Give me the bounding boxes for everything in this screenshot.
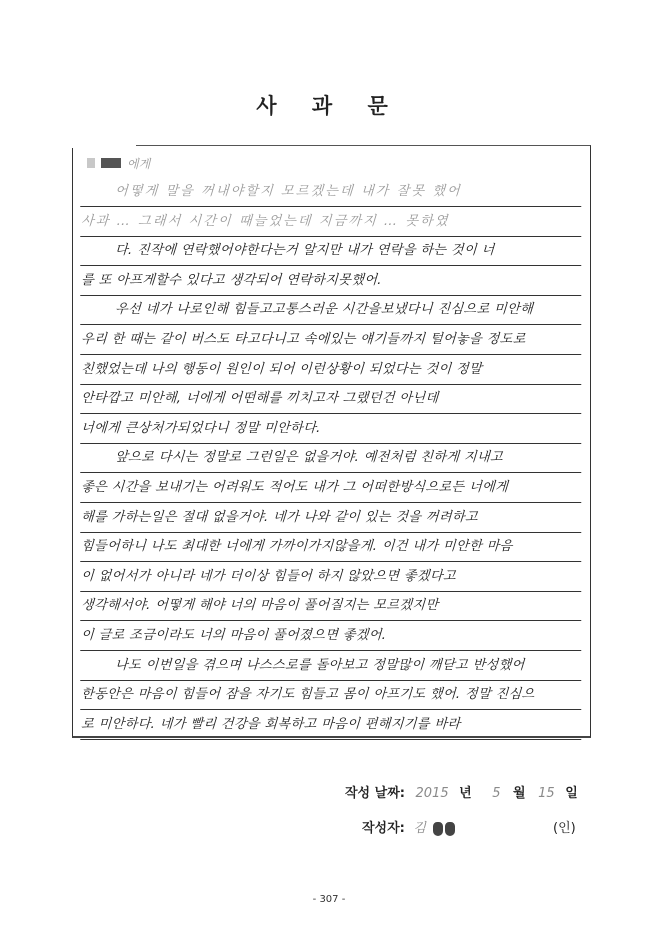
letter-line: 너에게 큰상처가되었다니 정말 미안하다.	[80, 414, 583, 444]
letter-line: 앞으로 다시는 정말로 그런일은 없을거야. 예전처럼 친하게 지내고	[80, 443, 583, 473]
date-day: 15	[538, 786, 555, 801]
letter-line: 안타깝고 미안해, 너에게 어떤해를 끼치고자 그랬던건 아닌데	[80, 384, 583, 414]
redacted-name	[101, 158, 121, 168]
letter-line: 좋은 시간을 보내기는 어려워도 적어도 내가 그 어떠한방식으로든 너에게	[80, 473, 583, 503]
page-number: - 307 -	[312, 894, 346, 905]
day-unit: 일	[565, 786, 578, 801]
month-unit: 월	[513, 786, 526, 801]
author-label: 작성자:	[362, 821, 405, 836]
letter-line: 다. 진작에 연락했어야한다는거 알지만 내가 연락을 하는 것이 너	[80, 236, 583, 266]
handwritten-letter-box	[72, 145, 591, 738]
letter-line: 우리 한 때는 같이 버스도 타고다니고 속에있는 얘기들까지 털어놓을 정도로	[80, 325, 583, 355]
date-row	[345, 782, 578, 801]
author-row	[362, 817, 455, 836]
letter-line: 를 또 아프게할수 있다고 생각되어 연락하지못했어.	[80, 266, 583, 296]
letter-line: 힘들어하니 나도 최대한 너에게 가까이가지않을게. 이건 내가 미안한 마음	[80, 532, 583, 562]
author-partial: 김	[413, 821, 426, 836]
date-year: 2015	[415, 786, 449, 801]
letter-line: 어떻게 말을 꺼내야할지 모르겠는데 내가 잘못 했어	[80, 177, 583, 207]
letter-line: 친했었는데 나의 행동이 원인이 되어 이런상황이 되었다는 것이 정말	[80, 355, 583, 385]
redacted-thumbprint	[433, 822, 443, 836]
letter-line: 생각해서야. 어떻게 해야 너의 마음이 풀어질지는 모르겠지만	[80, 591, 583, 621]
letter-line: 이 없어서가 아니라 네가 더이상 힘들어 하지 않았으면 좋겠다고	[80, 562, 583, 592]
letter-line: 이 글로 조금이라도 너의 마음이 풀어졌으면 좋겠어.	[80, 621, 583, 651]
letter-line: 한동안은 마음이 힘들어 잠을 자기도 힘들고 몸이 아프기도 했어. 정말 진심으	[80, 680, 583, 710]
letter-line: 해를 가하는일은 절대 없을거야. 네가 나와 같이 있는 것을 꺼려하고	[80, 503, 583, 533]
letter-line: 나도 이번일을 겪으며 나스스로를 돌아보고 정말많이 깨닫고 반성했어	[80, 651, 583, 681]
date-month: 5	[492, 786, 501, 801]
salutation-suffix: 에게	[127, 156, 151, 171]
redaction-mark	[87, 158, 95, 168]
letter-line: 로 미안하다. 네가 빨리 건강을 회복하고 마음이 편해지기를 바라	[80, 710, 583, 740]
letter-line: 우선 네가 나로인해 힘들고고통스러운 시간을보냈다니 진심으로 미안해	[80, 295, 583, 325]
letter-line: 사과 … 그래서 시간이 때늘었는데 지금까지 … 못하였	[80, 207, 583, 237]
seal-mark: (인)	[553, 821, 576, 836]
salutation	[87, 154, 150, 172]
date-label: 작성 날짜:	[345, 786, 405, 801]
redacted-thumbprint	[445, 822, 455, 836]
year-unit: 년	[459, 786, 472, 801]
page-title: 사 과 문	[256, 94, 402, 118]
